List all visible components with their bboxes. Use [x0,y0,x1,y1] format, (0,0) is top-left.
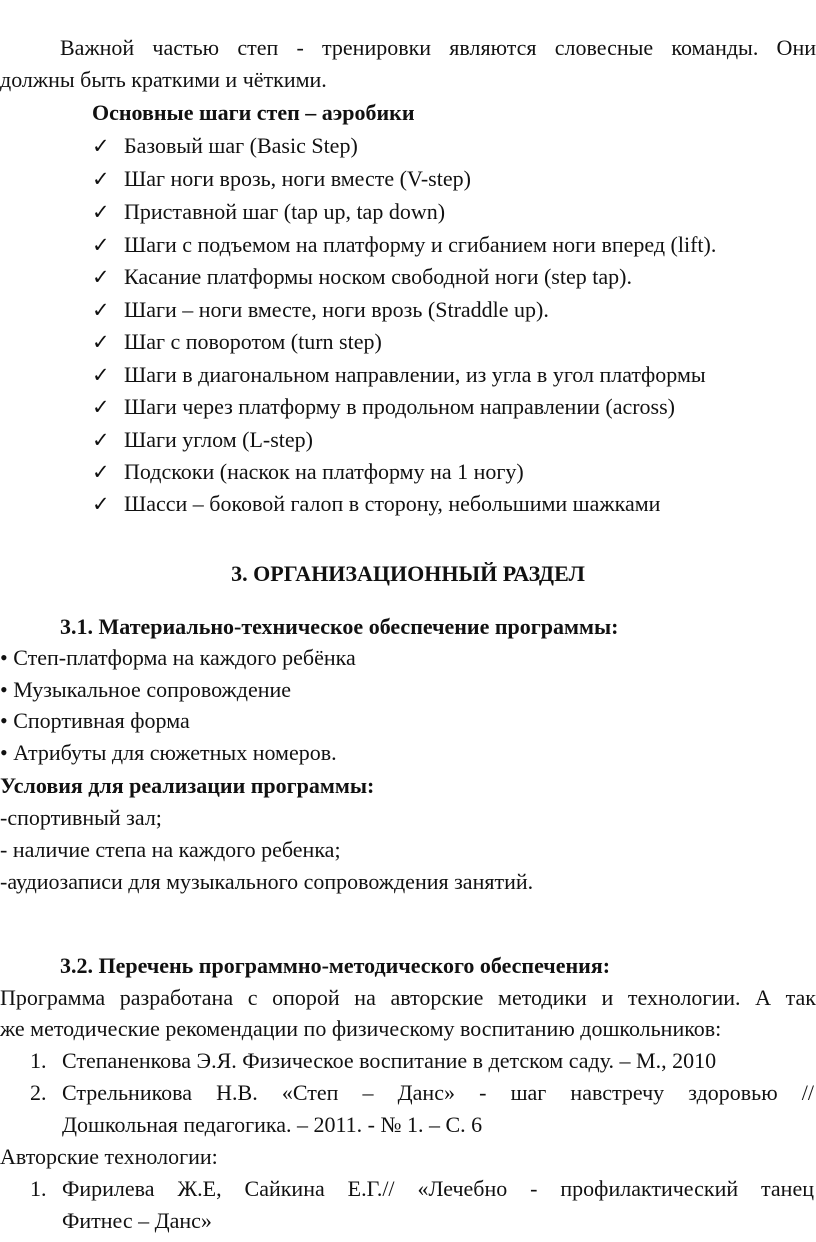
tech-item: Фирилева Ж.Е, Сайкина Е.Г.// «Лечебно - профилактический танец [62,1176,814,1201]
step-item: ✓ Базовый шаг (Basic Step) [92,131,358,161]
reference-item-continuation: Дошкольная педагогика. – 2011. - № 1. – С. 6 [62,1112,483,1137]
bullet-item: • Музыкальное сопровождение [0,677,292,702]
checkmark-icon: ✓ [92,298,110,322]
section-title: 3. ОРГАНИЗАЦИОННЫЙ РАЗДЕЛ [231,561,585,586]
paragraph-line-1: Программа разработана с опорой на авторские методики и технологии. А так [0,985,816,1010]
list-number: 1. [30,1176,47,1201]
list-number: 1. [30,1048,47,1073]
checkmark-icon: ✓ [92,233,110,257]
list-number: 2. [30,1080,47,1105]
checkmark-icon: ✓ [92,200,110,224]
paragraph-line-2: же методические рекомендации по физическому воспитанию дошкольников: [0,1016,722,1041]
checkmark-icon: ✓ [92,265,110,289]
intro-line-1: Важной частью степ - тренировки являются словесные команды. Они [60,35,816,60]
tech-heading: Авторские технологии: [0,1144,218,1169]
tech-item-continuation: Фитнес – Данс» [62,1208,212,1233]
reference-item: Степаненкова Э.Я. Физическое воспитание в детском саду. – М., 2010 [62,1048,717,1073]
bullet-item: • Степ-платформа на каждого ребёнка [0,645,356,670]
checkmark-icon: ✓ [92,330,110,354]
steps-heading: Основные шаги степ – аэробики [92,100,415,125]
step-item: ✓ Шаг с поворотом (turn step) [92,327,382,357]
step-item: ✓ Шасси – боковой галоп в сторону, небольшими шажками [92,489,660,519]
checkmark-icon: ✓ [92,134,110,158]
step-item: ✓ Шаги – ноги вместе, ноги врозь (Straddle up). [92,295,549,325]
step-item: ✓ Касание платформы носком свободной ноги (step tap). [92,262,632,292]
reference-item: Стрельникова Н.В. «Степ – Данс» - шаг навстречу здоровью // [62,1080,814,1105]
checkmark-icon: ✓ [92,492,110,516]
conditions-heading: Условия для реализации программы: [0,773,375,798]
condition-item: - наличие степа на каждого ребенка; [0,837,341,862]
step-item: ✓ Шаги через платформу в продольном направлении (across) [92,392,675,422]
step-item: ✓ Шаги в диагональном направлении, из угла в угол платформы [92,360,706,390]
step-item: ✓ Шаги углом (L-step) [92,425,313,455]
step-item: ✓ Шаг ноги врозь, ноги вместе (V-step) [92,164,471,194]
subsection-3-1-heading: 3.1. Материально-техническое обеспечение программы: [60,614,619,639]
step-item: ✓ Шаги с подъемом на платформу и сгибанием ноги вперед (lift). [92,230,716,260]
intro-line-2: должны быть краткими и чёткими. [0,67,327,92]
subsection-3-2-heading: 3.2. Перечень программно-методического обеспечения: [60,953,611,978]
condition-item: -спортивный зал; [0,805,162,830]
checkmark-icon: ✓ [92,395,110,419]
checkmark-icon: ✓ [92,460,110,484]
bullet-item: • Спортивная форма [0,708,190,733]
checkmark-icon: ✓ [92,363,110,387]
checkmark-icon: ✓ [92,167,110,191]
condition-item: -аудиозаписи для музыкального сопровождения занятий. [0,869,534,894]
bullet-item: • Атрибуты для сюжетных номеров. [0,740,337,765]
step-item: ✓ Приставной шаг (tap up, tap down) [92,197,445,227]
step-item: ✓ Подскоки (наскок на платформу на 1 ногу) [92,457,524,487]
checkmark-icon: ✓ [92,428,110,452]
